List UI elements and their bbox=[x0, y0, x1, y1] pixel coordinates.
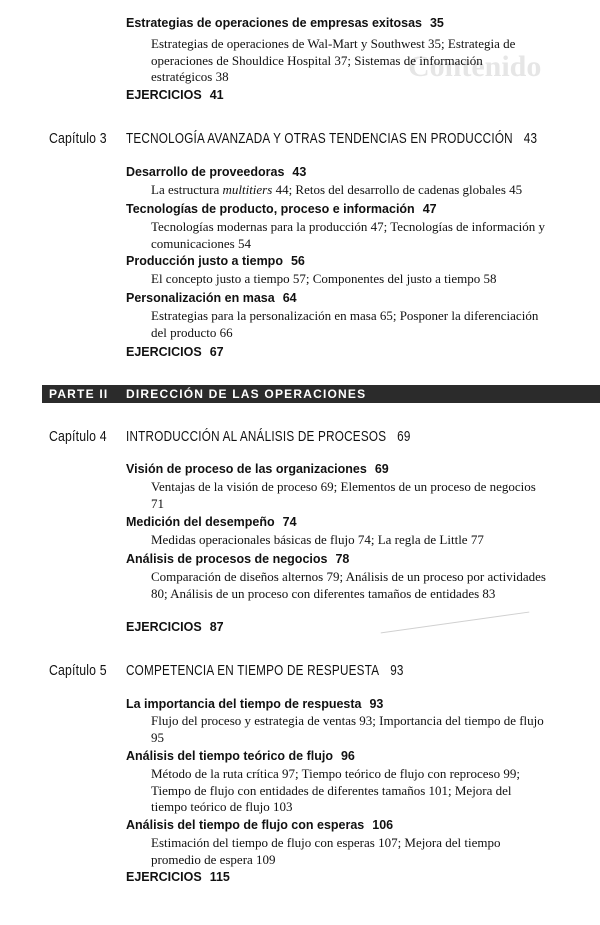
chapter-title: INTRODUCCIÓN AL ANÁLISIS DE PROCESOS 69 bbox=[126, 428, 411, 445]
section-topics: Estrategias de operaciones de Wal-Mart y Southwest 35; Estrategia de operaciones de Shouldice Hospital 37; Sistemas de información estratégicos 38 bbox=[151, 36, 516, 84]
section-topics: Estimación del tiempo de flujo con esperas 107; Mejora del tiempo promedio de espera 109 bbox=[151, 835, 501, 867]
section-heading: Producción justo a tiempo 56 bbox=[126, 254, 305, 268]
part-banner bbox=[42, 385, 600, 403]
chapter-title: COMPETENCIA EN TIEMPO DE RESPUESTA 93 bbox=[126, 662, 404, 679]
section-topics: Comparación de diseños alternos 79; Análisis de un proceso por actividades 80; Análisis de un proceso con diferentes tamaños de entidades 83 bbox=[151, 569, 546, 601]
section-heading: Personalización en masa 64 bbox=[126, 291, 297, 305]
section-heading: Desarrollo de proveedoras 43 bbox=[126, 165, 307, 179]
chapter-label: Capítulo 3 bbox=[49, 130, 107, 147]
scan-artifact-line bbox=[381, 612, 530, 634]
section-heading: Análisis del tiempo de flujo con esperas 106 bbox=[126, 818, 394, 832]
section-topics: El concepto justo a tiempo 57; Componentes del justo a tiempo 58 bbox=[151, 271, 497, 286]
chapter-label: Capítulo 5 bbox=[49, 662, 107, 679]
section-topics: La estructura multitiers 44; Retos del desarrollo de cadenas globales 45 bbox=[151, 182, 523, 197]
chapter-title: TECNOLOGÍA AVANZADA Y OTRAS TENDENCIAS EN PRODUCCIÓN 43 bbox=[126, 130, 538, 147]
section-heading: Análisis de procesos de negocios 78 bbox=[126, 552, 350, 566]
section-heading: Visión de proceso de las organizaciones 69 bbox=[126, 462, 389, 476]
section-topics: Tecnologías modernas para la producción 47; Tecnologías de información y comunicaciones 54 bbox=[151, 219, 545, 251]
show-through-text: Contenido bbox=[408, 50, 542, 83]
section-topics: Ventajas de la visión de proceso 69; Elementos de un proceso de negocios 71 bbox=[151, 479, 536, 511]
chapter-label: Capítulo 4 bbox=[49, 428, 107, 445]
section-heading: La importancia del tiempo de respuesta 93 bbox=[126, 697, 384, 711]
section-heading: Medición del desempeño 74 bbox=[126, 515, 297, 529]
section-topics: Medidas operacionales básicas de flujo 74; La regla de Little 77 bbox=[151, 532, 484, 547]
section-heading: Tecnologías de producto, proceso e información 47 bbox=[126, 202, 437, 216]
exercises-entry: EJERCICIOS 115 bbox=[126, 870, 230, 884]
exercises-entry: EJERCICIOS 87 bbox=[126, 620, 224, 634]
exercises-entry: EJERCICIOS 41 bbox=[126, 88, 224, 102]
part-label: PARTE II bbox=[49, 387, 109, 401]
exercises-entry: EJERCICIOS 67 bbox=[126, 345, 224, 359]
section-heading: Análisis del tiempo teórico de flujo 96 bbox=[126, 749, 355, 763]
part-title: DIRECCIÓN DE LAS OPERACIONES bbox=[126, 387, 367, 401]
section-topics: Flujo del proceso y estrategia de ventas 93; Importancia del tiempo de flujo 95 bbox=[151, 713, 544, 745]
section-topics: Estrategias para la personalización en masa 65; Posponer la diferenciación del producto 66 bbox=[151, 308, 539, 340]
section-topics: Método de la ruta crítica 97; Tiempo teórico de flujo con reproceso 99; Tiempo de flujo con entidades de diferentes tamaños 101; Mejora del tiempo teórico de flujo 103 bbox=[151, 766, 520, 814]
section-heading: Estrategias de operaciones de empresas exitosas 35 bbox=[126, 16, 444, 30]
